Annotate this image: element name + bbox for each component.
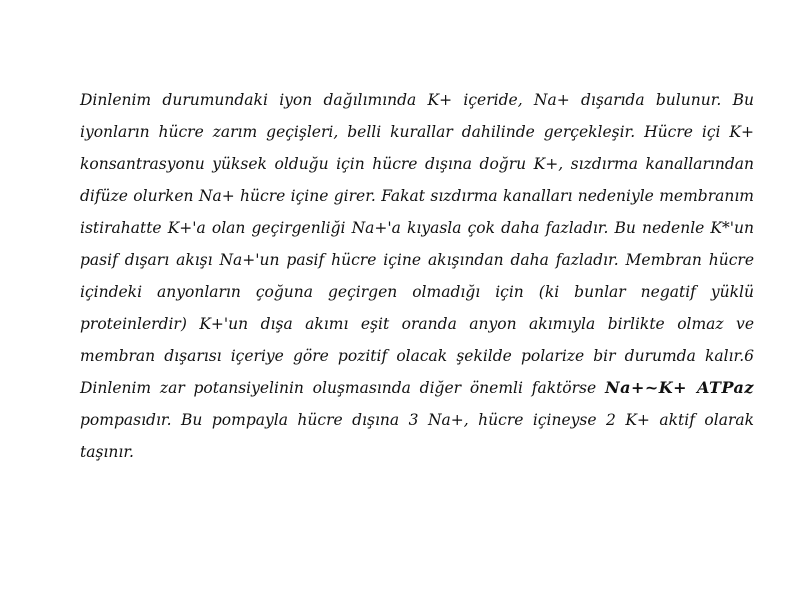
emphasized-term: Na+~K+ ATPaz [604, 378, 755, 397]
paragraph-text-after: pompasıdır. Bu pompayla hücre dışına 3 Na+, hücre içineyse 2 K+ aktif olarak taşınır. [80, 411, 754, 461]
paragraph-text-before: Dinlenim durumundaki iyon dağılımında K+ içeride, Na+ dışarıda bulunur. Bu iyonların hücre zarım geçişleri, belli kurallar dahilinde gerçekleşir. Hücre içi K+ konsantrasyonu yüksek olduğu için hücre dışına doğru K+, sızdırma kanallarından difüze olurken Na+ hücre içine girer. Fakat sızdırma kanalları nedeniyle membranım istirahatte K+'a olan geçirgenliği Na+'a kıyasla çok daha fazladır. Bu nedenle K*'un pasif dışarı akışı Na+'un pasif hücre içine akışından daha fazladır. Membran hücre içindeki anyonların çoğuna geçirgen olmadığı için (ki bunlar negatif yüklü proteinlerdir) K+'un dışa akımı eşit oranda anyon akımıyla birlikte olmaz ve membran dışarısı içeriye göre pozitif olacak şekilde polarize bir durumda kalır.6 Dinlenim zar potansiyelinin oluşmasında diğer önemli faktörse [80, 91, 754, 397]
body-paragraph [80, 84, 754, 468]
